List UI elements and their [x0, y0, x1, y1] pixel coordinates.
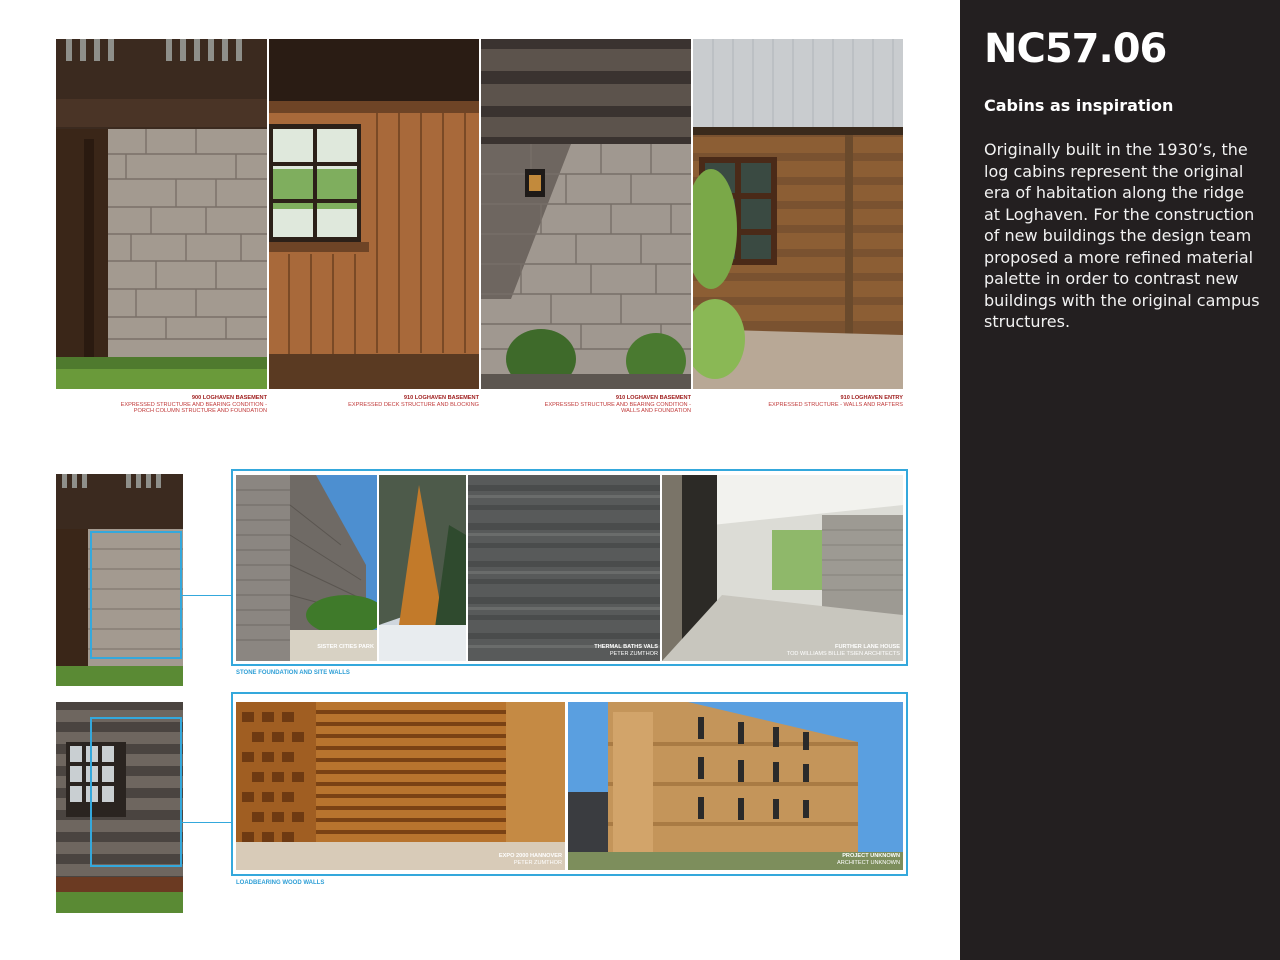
caption-title: 910 LOGHAVEN ENTRY: [840, 395, 903, 401]
overlay-title: EXPO 2000 HANNOVER: [498, 853, 562, 859]
page-code: NC57.06: [984, 26, 1167, 72]
caption-title: 900 LOGHAVEN BASEMENT: [191, 395, 267, 401]
wood-panel-label: LOADBEARING WOOD WALLS: [236, 880, 325, 886]
photo-sister-cities-park: [236, 475, 377, 661]
overlay-title: SISTER CITIES PARK: [317, 644, 374, 650]
overlay-thermal-baths-vals: [560, 644, 658, 657]
caption-910-basement-deck: [269, 395, 479, 408]
overlay-sister-cities-park: [290, 644, 374, 651]
overlay-sub: ARCHITECT UNKNOWN: [837, 859, 900, 866]
overlay-title: THERMAL BATHS VALS: [594, 644, 658, 650]
caption-line: WALLS AND FOUNDATION: [621, 408, 691, 415]
caption-line: PORCH COLUMN STRUCTURE AND FOUNDATION: [133, 408, 267, 415]
overlay-sub: TOD WILLIAMS BILLIE TSIEN ARCHITECTS: [786, 650, 900, 657]
overlay-sub: PETER ZUMTHOR: [609, 650, 658, 657]
section-title: Cabins as inspiration: [984, 96, 1174, 115]
caption-title: 910 LOGHAVEN BASEMENT: [403, 395, 479, 401]
stone-panel-label: STONE FOUNDATION AND SITE WALLS: [236, 670, 350, 676]
photo-larch-tree: [379, 475, 466, 661]
stone-connector-line: [182, 595, 232, 596]
photo-expo-2000-hannover: [236, 702, 565, 870]
body-paragraph: Originally built in the 1930’s, the log cabins represent the original era of habitation along the ridge at Loghaven. For the construction of new buildings the design team proposed a more refined material palette in order to contrast new buildings with the original campus structures.: [984, 140, 1260, 331]
photo-further-lane-house: [662, 475, 903, 661]
caption-line: EXPRESSED STRUCTURE - WALLS AND RAFTERS: [768, 401, 903, 408]
photo-900-basement: [56, 39, 267, 389]
caption-900-basement: [56, 395, 267, 415]
caption-line: EXPRESSED STRUCTURE AND BEARING CONDITION -: [120, 401, 267, 408]
wood-connector-line: [182, 822, 232, 823]
caption-line: EXPRESSED DECK STRUCTURE AND BLOCKING: [348, 401, 479, 408]
sidebar: [960, 0, 1280, 960]
photo-910-entry: [693, 39, 903, 389]
overlay-sub: PETER ZUMTHOR: [513, 859, 562, 866]
caption-910-entry: [693, 395, 903, 408]
photo-thermal-baths-vals: [468, 475, 660, 661]
photo-910-basement-walls: [481, 39, 691, 389]
overlay-project-unknown: [800, 853, 900, 866]
caption-910-basement-walls: [481, 395, 691, 415]
overlay-expo-2000-hannover: [460, 853, 562, 866]
photo-910-basement-deck: [269, 39, 479, 389]
wood-highlight-box: [90, 717, 182, 867]
caption-line: EXPRESSED STRUCTURE AND BEARING CONDITION -: [544, 401, 691, 408]
caption-title: 910 LOGHAVEN BASEMENT: [615, 395, 691, 401]
overlay-title: FURTHER LANE HOUSE: [835, 644, 900, 650]
overlay-further-lane-house: [740, 644, 900, 657]
stone-highlight-box: [90, 531, 182, 659]
photo-wood-apartment-building: [568, 702, 903, 870]
overlay-title: PROJECT UNKNOWN: [842, 853, 900, 859]
